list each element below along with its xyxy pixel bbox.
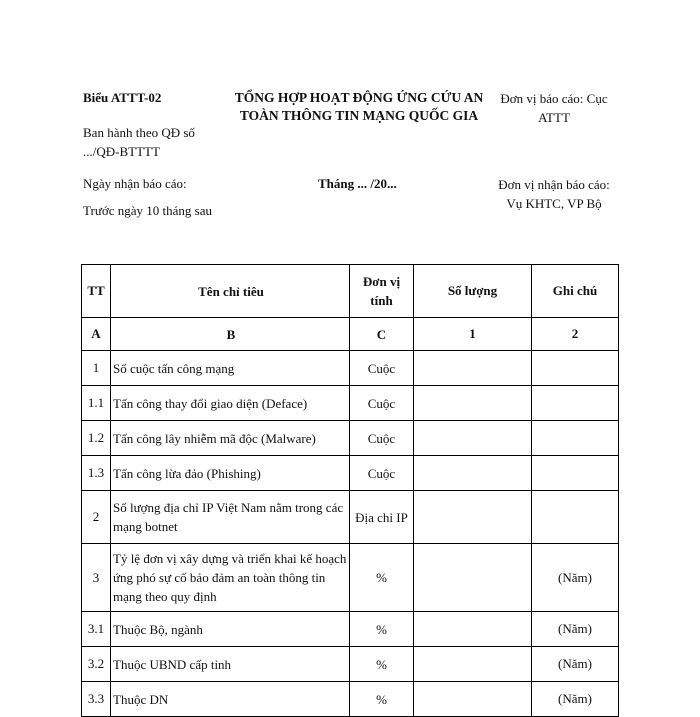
header-unit-line1: Đơn vị	[362, 274, 401, 289]
issued-by-line2: .../QĐ-BTTTT	[83, 144, 160, 159]
row-quantity[interactable]	[414, 456, 532, 491]
row-quantity[interactable]	[414, 544, 532, 612]
row-quantity[interactable]	[414, 386, 532, 421]
header-note: Ghi chú	[532, 265, 619, 318]
row-unit: %	[350, 682, 414, 717]
table-row	[82, 351, 619, 386]
header-row	[82, 265, 619, 318]
row-unit: Cuộc	[350, 351, 414, 386]
table-row	[82, 682, 619, 717]
row-tt: 1	[82, 351, 111, 386]
page-title	[226, 89, 492, 125]
receiving-unit-line1: Đơn vị nhận báo cáo:	[498, 177, 610, 192]
row-unit: %	[350, 647, 414, 682]
receiving-unit-line2: Vụ KHTC, VP Bộ	[506, 196, 602, 211]
issued-by	[83, 123, 223, 161]
report-table	[81, 264, 619, 717]
row-note[interactable]	[532, 351, 619, 386]
row-note[interactable]	[532, 421, 619, 456]
code-cell: 2	[532, 318, 619, 351]
title-line1: TỔNG HỢP HOẠT ĐỘNG ỨNG CỨU AN	[234, 90, 484, 105]
code-cell: C	[350, 318, 414, 351]
code-cell: A	[82, 318, 111, 351]
reporting-unit-line1: Đơn vị báo cáo: Cục	[500, 91, 608, 106]
row-tt: 1.2	[82, 421, 111, 456]
report-period: Tháng ... /20...	[318, 176, 397, 191]
row-quantity[interactable]	[414, 647, 532, 682]
row-note[interactable]: (Năm)	[532, 544, 619, 612]
row-name: Tấn công lây nhiễm mã độc (Malware)	[111, 421, 350, 456]
row-tt: 3.3	[82, 682, 111, 717]
row-quantity[interactable]	[414, 351, 532, 386]
table-row	[82, 647, 619, 682]
row-note[interactable]: (Năm)	[532, 612, 619, 647]
row-name: Tỷ lệ đơn vị xây dựng và triển khai kế hoạch ứng phó sự cố bảo đảm an toàn thông tin mạng theo quy định	[111, 544, 350, 612]
receiving-unit	[492, 175, 616, 213]
row-name: Tấn công thay đổi giao diện (Deface)	[111, 386, 350, 421]
row-tt: 1.3	[82, 456, 111, 491]
row-unit: Cuộc	[350, 456, 414, 491]
table-row	[82, 491, 619, 544]
row-name: Thuộc UBND cấp tỉnh	[111, 647, 350, 682]
row-tt: 3.1	[82, 612, 111, 647]
reporting-unit	[494, 89, 614, 127]
row-name: Số cuộc tấn công mạng	[111, 351, 350, 386]
row-name: Thuộc DN	[111, 682, 350, 717]
row-unit: Cuộc	[350, 386, 414, 421]
row-note[interactable]	[532, 386, 619, 421]
row-note[interactable]: (Năm)	[532, 682, 619, 717]
row-tt: 2	[82, 491, 111, 544]
header-quantity: Số lượng	[414, 265, 532, 318]
reporting-unit-line2: ATTT	[538, 110, 570, 125]
table-row	[82, 612, 619, 647]
row-quantity[interactable]	[414, 682, 532, 717]
row-name: Thuộc Bộ, ngành	[111, 612, 350, 647]
row-note[interactable]: (Năm)	[532, 647, 619, 682]
row-unit: Địa chỉ IP	[350, 491, 414, 544]
row-note[interactable]	[532, 456, 619, 491]
table-row	[82, 386, 619, 421]
row-quantity[interactable]	[414, 421, 532, 456]
issued-by-line1: Ban hành theo QĐ số	[83, 125, 195, 140]
header-name: Tên chỉ tiêu	[111, 265, 350, 318]
row-quantity[interactable]	[414, 491, 532, 544]
row-unit: %	[350, 612, 414, 647]
row-name: Tấn công lừa đảo (Phishing)	[111, 456, 350, 491]
header-tt: TT	[82, 265, 111, 318]
code-row	[82, 318, 619, 351]
receive-date-label: Ngày nhận báo cáo:	[83, 176, 187, 191]
row-unit: Cuộc	[350, 421, 414, 456]
table-row	[82, 544, 619, 612]
table-row	[82, 456, 619, 491]
code-cell: B	[111, 318, 350, 351]
row-unit: %	[350, 544, 414, 612]
header-unit	[350, 265, 414, 318]
title-line2: TOÀN THÔNG TIN MẠNG QUỐC GIA	[239, 108, 479, 123]
row-tt: 1.1	[82, 386, 111, 421]
table-row	[82, 421, 619, 456]
form-code: Biểu ATTT-02	[83, 90, 162, 105]
code-cell: 1	[414, 318, 532, 351]
row-name: Số lượng địa chỉ IP Việt Nam nằm trong các mạng botnet	[111, 491, 350, 544]
row-note[interactable]	[532, 491, 619, 544]
row-quantity[interactable]	[414, 612, 532, 647]
deadline: Trước ngày 10 tháng sau	[83, 203, 212, 218]
row-tt: 3	[82, 544, 111, 612]
header-unit-line2: tính	[370, 293, 393, 308]
row-tt: 3.2	[82, 647, 111, 682]
